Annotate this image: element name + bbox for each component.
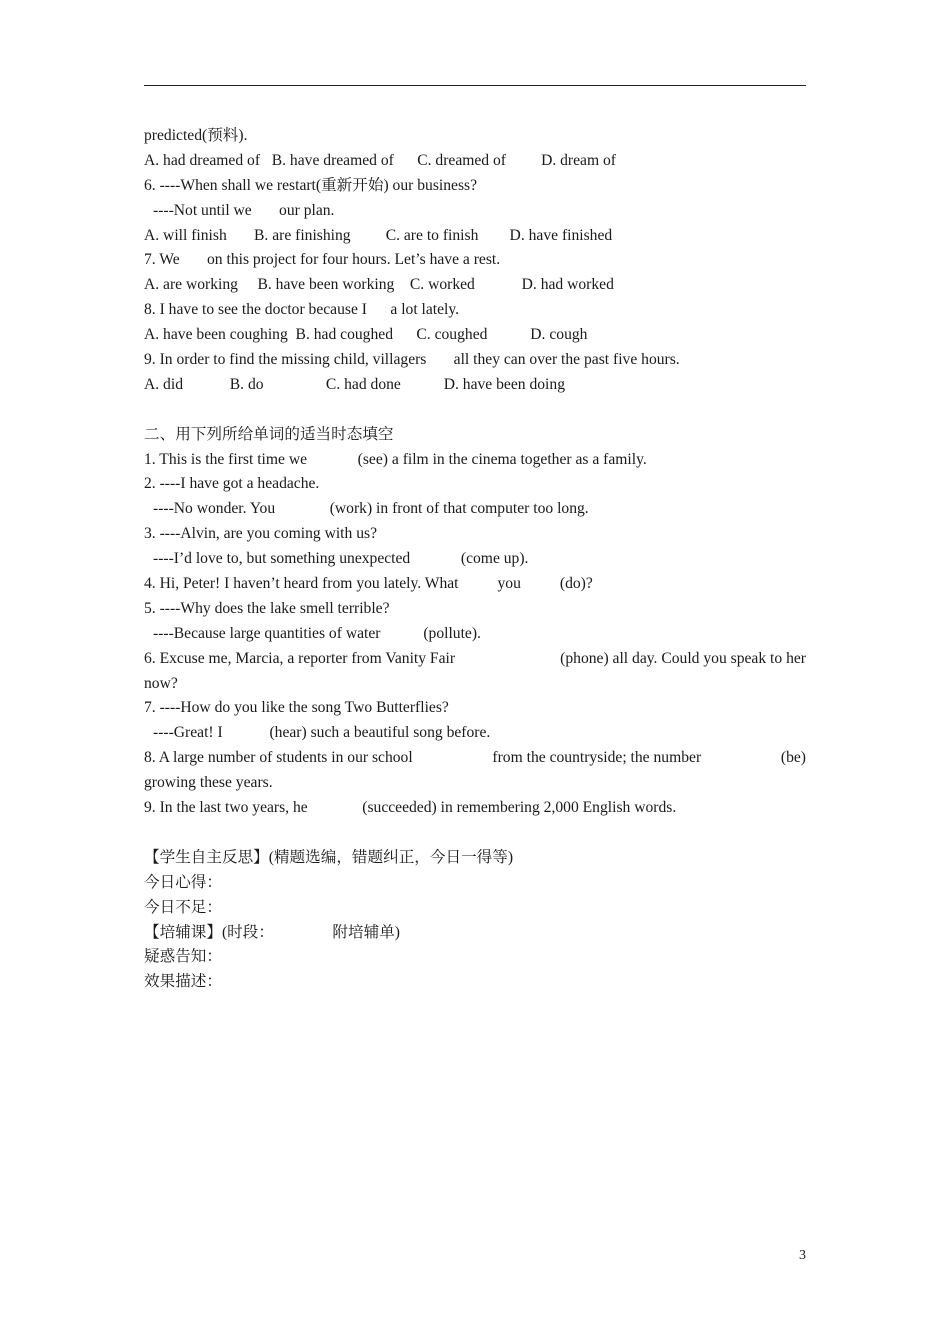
text-line: 疑惑告知： [144, 948, 222, 966]
text-line: A. have been coughing B. had coughed C. coughed D. cough [144, 326, 588, 344]
text-line: now? [144, 674, 178, 692]
text-line: 今日心得： [144, 873, 222, 891]
page-number: 3 [799, 1248, 806, 1263]
text-line: growing these years. [144, 774, 273, 792]
text-line: ----Because large quantities of water (pollute). [153, 624, 481, 642]
blank-line [144, 398, 806, 423]
text-line: 今日不足： [144, 898, 222, 916]
text-line: A. had dreamed of B. have dreamed of C. dreamed of D. dream of [144, 151, 616, 169]
text-segment: (be) [780, 749, 806, 767]
text-line: 【培辅课】(时段： 附培辅单) [144, 923, 400, 941]
text-segment: 8. A large number of students in our school [144, 749, 413, 767]
text-line: 6. ----When shall we restart(重新开始) our business? [144, 176, 478, 194]
text-line: 二、用下列所给单词的适当时态填空 [144, 425, 394, 443]
text-line: ----I’d love to, but something unexpected (come up). [153, 550, 529, 568]
blank-line [144, 821, 806, 846]
text-line: 8. I have to see the doctor because I a lot lately. [144, 301, 460, 319]
text-line [144, 647, 806, 672]
text-line: 7. ----How do you like the song Two Butterflies? [144, 699, 449, 717]
text-line: 7. We on this project for four hours. Let’s have a rest. [144, 251, 501, 269]
text-line: predicted(预料). [144, 127, 248, 144]
text-line: 【学生自主反思】(精题选编，错题纠正，今日一得等) [144, 848, 514, 866]
text-line: 9. In order to find the missing child, villagers all they can over the past five hours. [144, 351, 680, 369]
text-line: 4. Hi, Peter! I haven’t heard from you lately. What you (do)? [144, 575, 593, 593]
text-line: 3. ----Alvin, are you coming with us? [144, 525, 377, 543]
text-line: 2. ----I have got a headache. [144, 475, 320, 493]
text-line: ----Great! I (hear) such a beautiful song before. [153, 724, 491, 742]
text-line: ----No wonder. You (work) in front of that computer too long. [153, 500, 589, 518]
text-line: 5. ----Why does the lake smell terrible? [144, 599, 390, 617]
header-rule [144, 85, 806, 86]
text-line: 9. In the last two years, he (succeeded) in remembering 2,000 English words. [144, 799, 677, 817]
text-line: A. did B. do C. had done D. have been doing [144, 375, 565, 393]
text-line: A. are working B. have been working C. worked D. had worked [144, 276, 614, 294]
text-segment: from the countryside; the number [492, 749, 702, 767]
text-segment: 6. Excuse me, Marcia, a reporter from Vanity Fair [144, 649, 456, 667]
text-line: 1. This is the first time we (see) a film in the cinema together as a family. [144, 450, 647, 468]
text-line [144, 746, 806, 771]
text-segment: (phone) all day. Could you speak to her [560, 649, 806, 667]
text-line: 效果描述： [144, 973, 222, 991]
document-body [144, 124, 806, 995]
text-line: A. will finish B. are finishing C. are to finish D. have finished [144, 226, 613, 244]
text-line: ----Not until we our plan. [153, 201, 335, 219]
